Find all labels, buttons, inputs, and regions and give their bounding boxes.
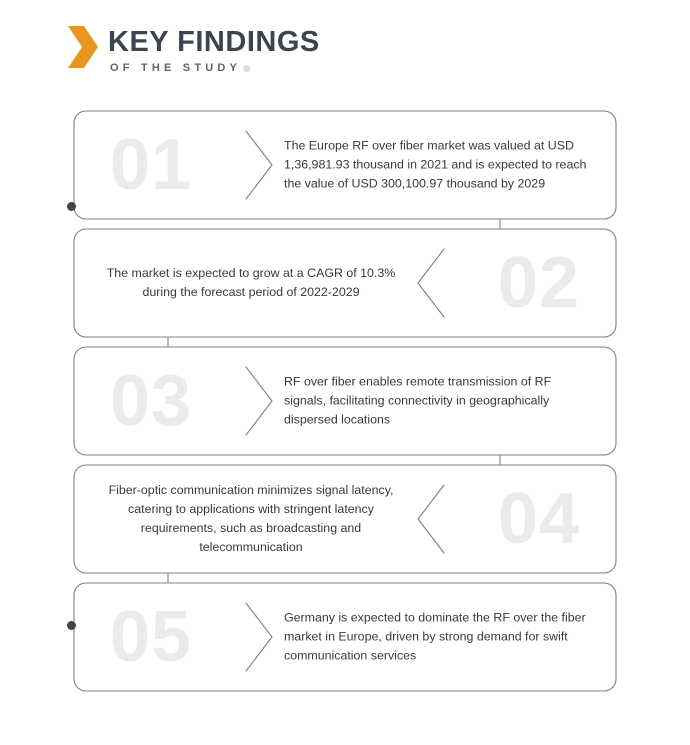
finding-number: 03 xyxy=(110,361,193,441)
title-block xyxy=(108,26,320,74)
subtitle-dot-icon xyxy=(243,65,250,72)
page-subtitle: OF THE STUDY xyxy=(110,62,242,74)
finding-text: Germany is expected to dominate the RF over the fiber market in Europe, driven by strong demand for swift communication services xyxy=(284,610,586,663)
finding-item[interactable] xyxy=(74,583,616,691)
finding-number: 01 xyxy=(110,125,193,205)
chevron-right-icon xyxy=(68,26,98,68)
finding-item[interactable] xyxy=(74,111,616,219)
finding-item[interactable] xyxy=(74,229,616,337)
page-title: KEY FINDINGS xyxy=(108,26,320,58)
finding-text: The market is expected to grow at a CAGR of 10.3% during the forecast period of 2022-2029 xyxy=(106,266,396,299)
header xyxy=(68,26,320,74)
finding-text: Fiber-optic communication minimizes signal latency, catering to applications with stringent latency requirements, such as broadcasting and telecommunication xyxy=(108,483,394,554)
finding-number: 02 xyxy=(497,243,580,323)
finding-item[interactable] xyxy=(74,465,616,573)
subtitle-row xyxy=(108,62,320,74)
finding-number: 05 xyxy=(110,597,193,677)
finding-text: The Europe RF over fiber market was valued at USD 1,36,981.93 thousand in 2021 and is expected to reach the value of USD 300,100.97 thousand by 2029 xyxy=(284,138,587,191)
finding-text: RF over fiber enables remote transmission of RF signals, facilitating connectivity in geographically dispersed locations xyxy=(284,374,552,427)
finding-item[interactable] xyxy=(74,347,616,455)
finding-number: 04 xyxy=(497,479,580,559)
key-findings-diagram xyxy=(0,105,690,730)
